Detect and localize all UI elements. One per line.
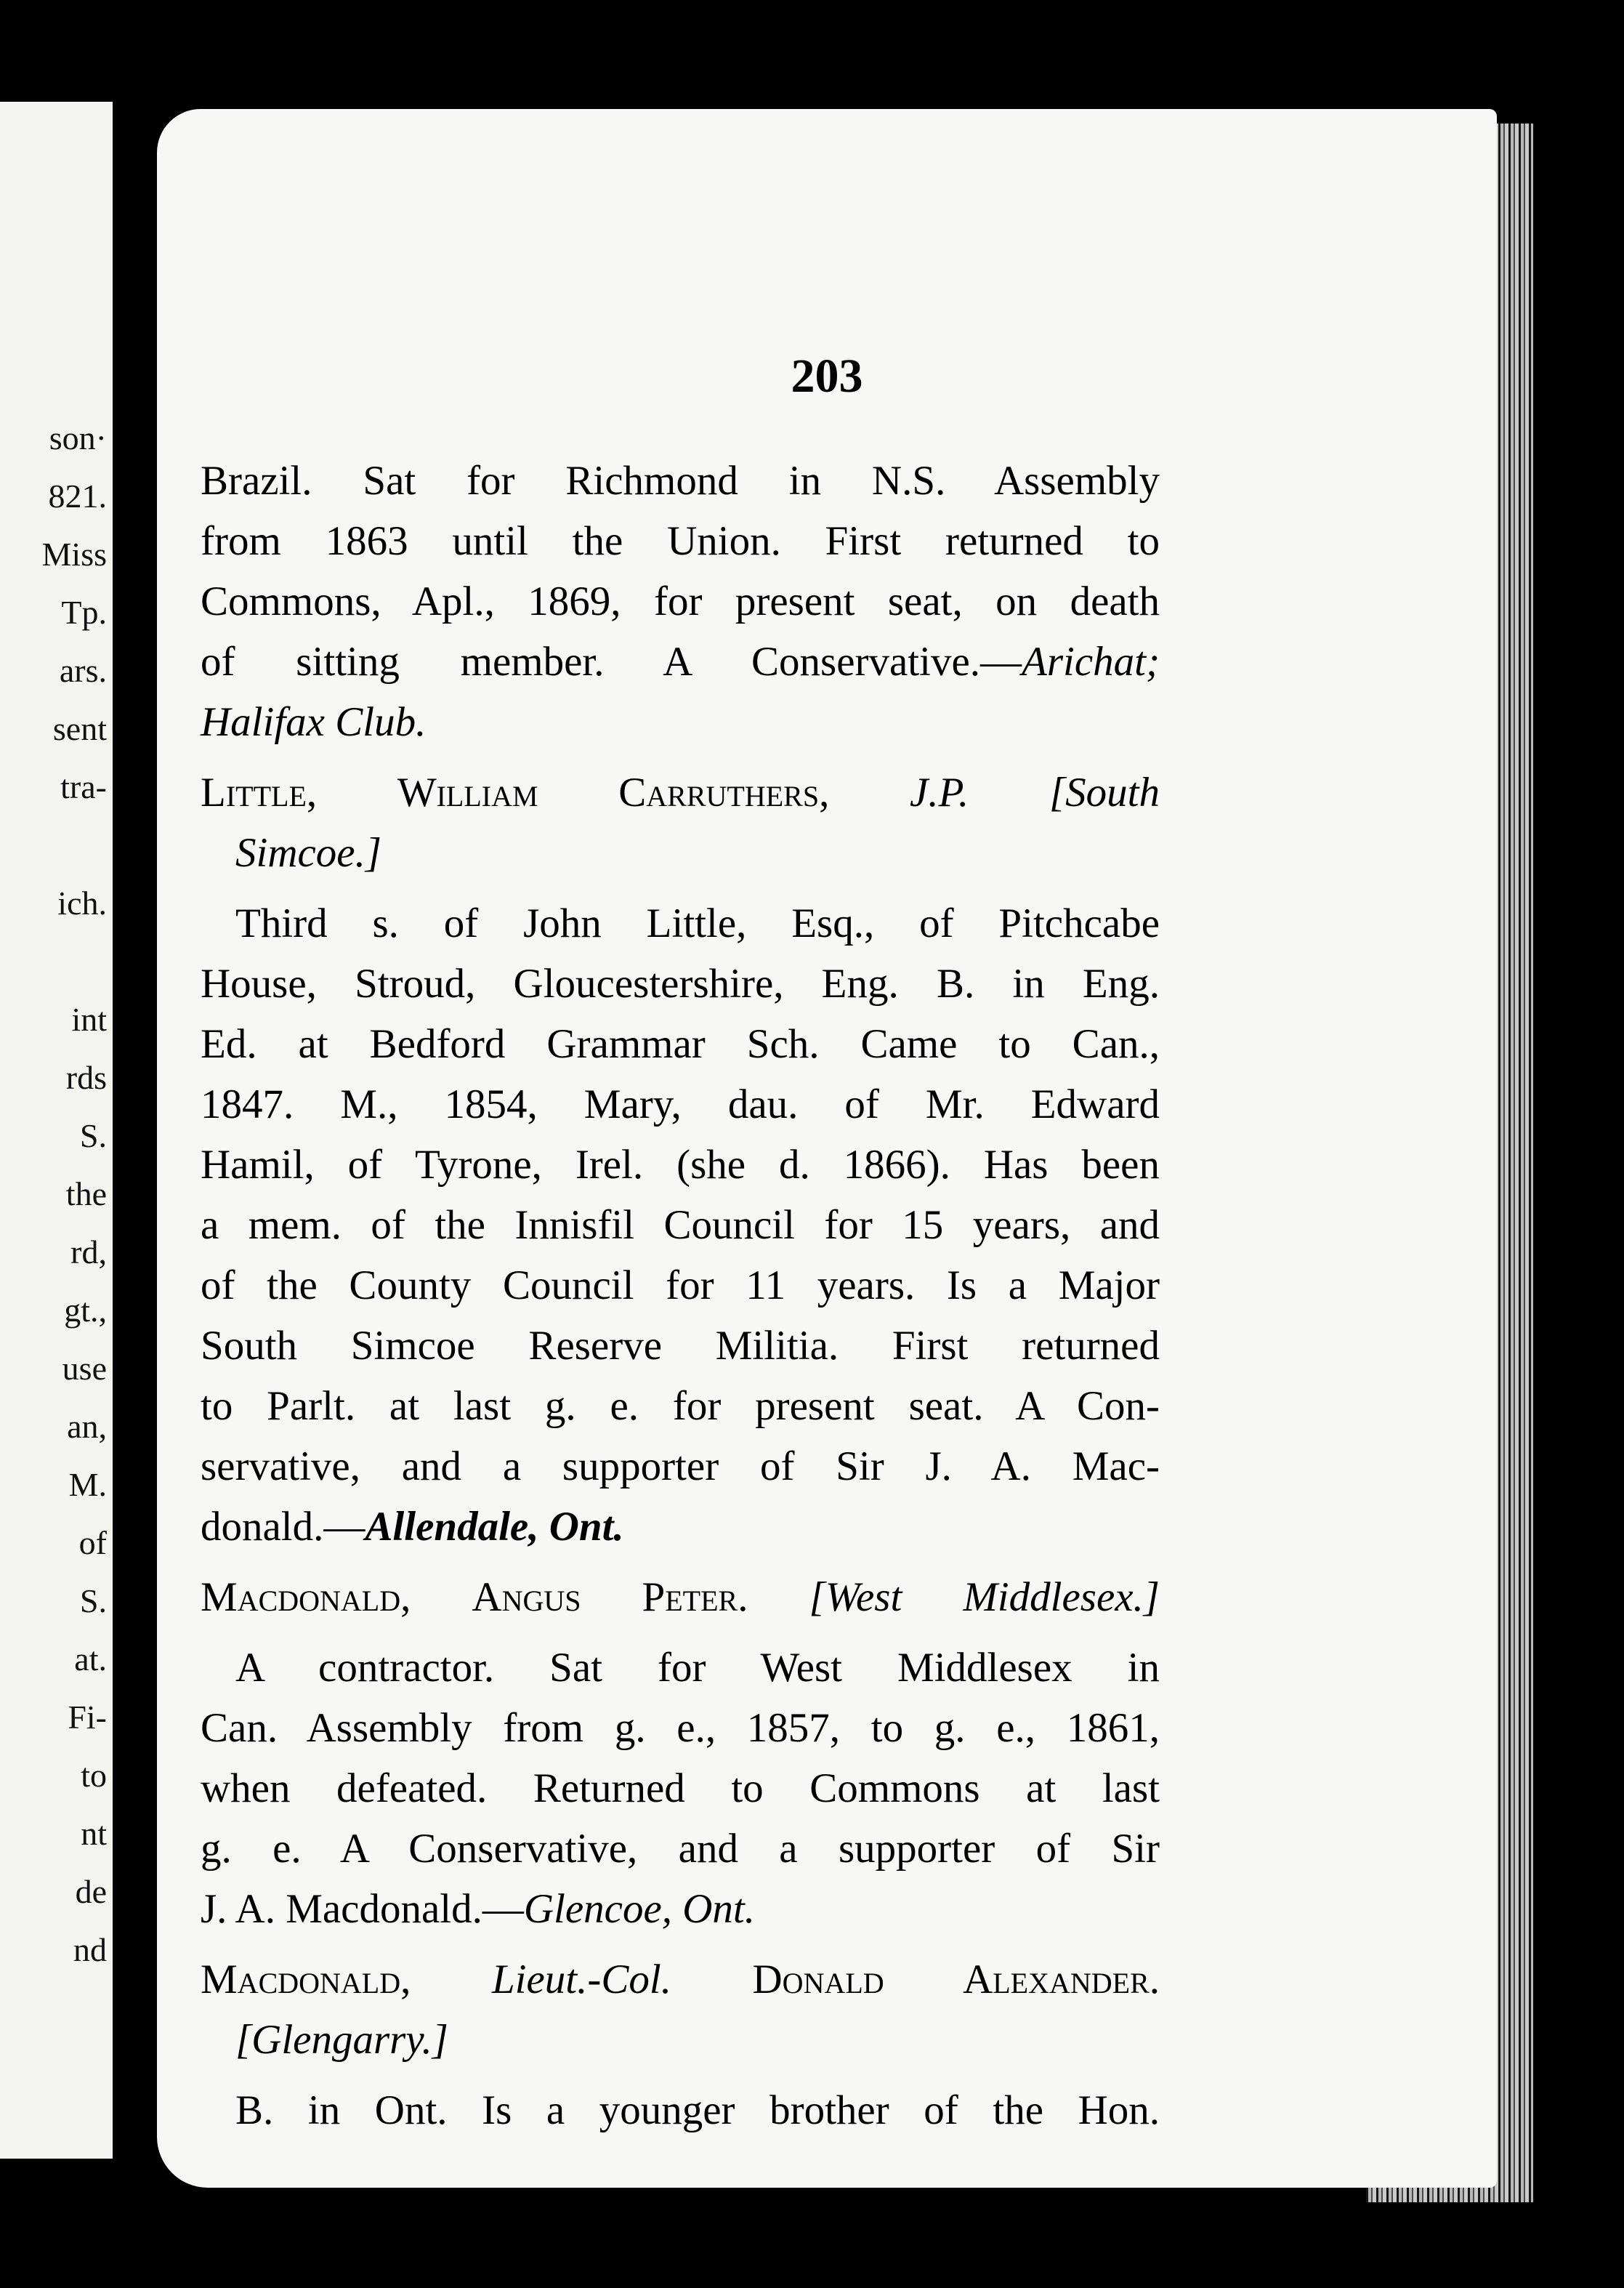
constituency: [Glengarry.]: [235, 2017, 448, 2063]
text-line: A contractor. Sat for West Middlesex in: [235, 1645, 1160, 1691]
given-names: William Carruthers,: [397, 770, 830, 815]
facing-page-fragment: M.: [68, 1466, 107, 1503]
facing-page-fragment: Fi-: [68, 1699, 107, 1736]
text-line: Ed. at Bedford Grammar Sch. Came to Can.,: [201, 1021, 1160, 1067]
text-fragment: donald.—: [201, 1504, 365, 1550]
entry-macdonald-angus: [201, 1567, 1160, 1939]
facing-page-fragment: to: [81, 1757, 107, 1794]
facing-page-fragment: son·: [49, 419, 107, 456]
club: Halifax Club.: [201, 699, 427, 745]
text-line: a mem. of the Innisfil Council for 15 years, and: [201, 1202, 1160, 1248]
text-line: Third s. of John Little, Esq., of Pitchcabe: [235, 901, 1160, 946]
facing-page-fragment: tra-: [60, 768, 107, 805]
facing-page-fragment: use: [62, 1350, 107, 1387]
text-line: g. e. A Conservative, and a supporter of Sir: [201, 1826, 1160, 1872]
facing-page-fragment: S.: [79, 1117, 107, 1154]
given-names: Donald Alexander.: [752, 1957, 1160, 2002]
facing-page-fragment: Tp.: [61, 594, 107, 631]
facing-page-fragment: the: [65, 1175, 107, 1212]
entry-continued: [201, 451, 1160, 752]
facing-page-fragment: rds: [65, 1059, 107, 1096]
text-fragment: of sitting member. A Conservative.—: [201, 639, 1022, 685]
facing-page-fragment: de: [75, 1873, 107, 1910]
text-line: [201, 632, 1160, 692]
rank: Lieut.-Col.: [491, 1957, 671, 2002]
text-line: South Simcoe Reserve Militia. First returned: [201, 1323, 1160, 1369]
facing-page-fragment: ich.: [57, 885, 107, 922]
address: Arichat;: [1022, 639, 1160, 685]
facing-page-fragment: rd,: [70, 1233, 107, 1270]
text-line: [201, 1879, 1160, 1939]
given-names: Angus Peter.: [472, 1574, 748, 1620]
entry-heading: [201, 1949, 1160, 2010]
page-number: 203: [791, 350, 863, 403]
text-line: Brazil. Sat for Richmond in N.S. Assembly: [201, 458, 1160, 504]
text-line: when defeated. Returned to Commons at last: [201, 1765, 1160, 1811]
facing-page-fragment: at.: [74, 1640, 107, 1677]
facing-page-fragment: 821.: [48, 478, 107, 515]
text-line: House, Stroud, Gloucestershire, Eng. B. in Eng.: [201, 961, 1160, 1007]
entry-macdonald-donald: [201, 1949, 1160, 2140]
text-line: Can. Assembly from g. e., 1857, to g. e., 1861,: [201, 1705, 1160, 1751]
facing-page-fragment: gt.,: [64, 1292, 107, 1329]
text-line: Commons, Apl., 1869, for present seat, on death: [201, 579, 1160, 624]
constituency-continued: Simcoe.]: [235, 830, 382, 876]
honorific: J.P.: [910, 770, 969, 815]
facing-page-fragment: an,: [67, 1408, 107, 1445]
text-line: 1847. M., 1854, Mary, dau. of Mr. Edward: [201, 1081, 1160, 1127]
facing-page-fragment: Miss: [41, 536, 107, 573]
entry-heading: [201, 1567, 1160, 1627]
constituency: [West Middlesex.]: [809, 1574, 1160, 1620]
address: Allendale, Ont.: [365, 1504, 624, 1550]
facing-page-fragment: nd: [73, 1931, 107, 1968]
entry-heading: [201, 762, 1160, 823]
entry-little: [201, 762, 1160, 1557]
text-line: servative, and a supporter of Sir J. A. Mac-: [201, 1443, 1160, 1489]
address: Glencoe, Ont.: [523, 1886, 756, 1932]
text-line: to Parlt. at last g. e. for present seat. A Con-: [201, 1383, 1160, 1429]
surname: Little,: [201, 770, 318, 815]
text-line: [201, 1497, 1160, 1557]
text-fragment: J. A. Macdonald.—: [201, 1886, 524, 1932]
facing-page-fragment: S.: [79, 1582, 107, 1619]
facing-page-fragment: ars.: [59, 652, 107, 689]
text-block: [201, 451, 1160, 2140]
constituency: [South: [1049, 770, 1160, 815]
surname: Macdonald,: [201, 1957, 411, 2002]
text-line: B. in Ont. Is a younger brother of the Hon.: [235, 2087, 1160, 2133]
facing-page-fragment: int: [71, 1001, 107, 1038]
text-line: of the County Council for 11 years. Is a Major: [201, 1262, 1160, 1308]
text-line: Hamil, of Tyrone, Irel. (she d. 1866). Has been: [201, 1142, 1160, 1188]
book-page: [157, 109, 1497, 2188]
facing-page-fragment: sent: [52, 710, 107, 747]
surname: Macdonald,: [201, 1574, 411, 1620]
facing-page-fragment: nt: [81, 1815, 107, 1852]
facing-page-fragment: of: [78, 1524, 107, 1561]
text-line: from 1863 until the Union. First returned to: [201, 518, 1160, 564]
